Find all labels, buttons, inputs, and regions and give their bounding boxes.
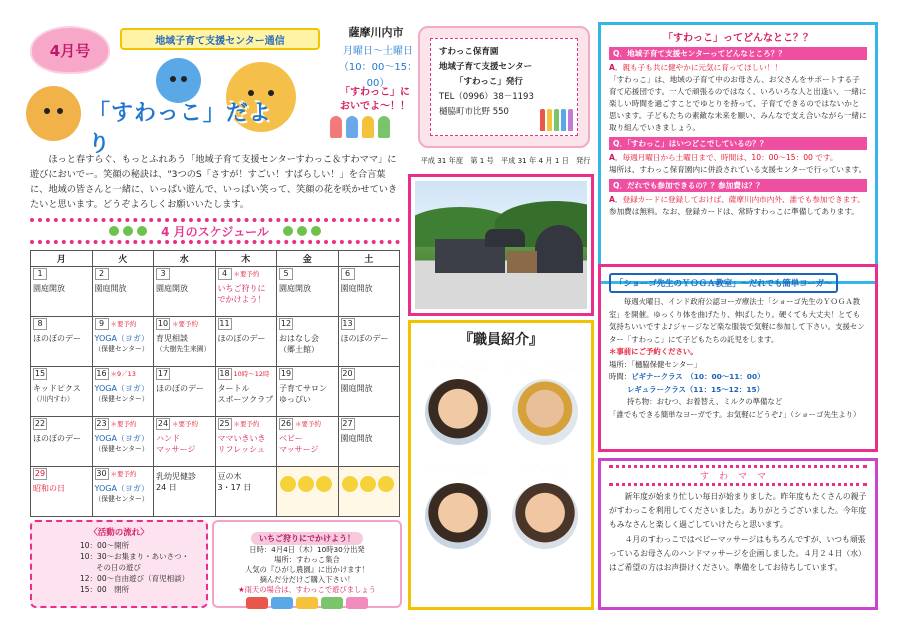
- reservation-tag: ＊要予約: [295, 420, 321, 428]
- staff-title: 『職員紹介』: [459, 332, 543, 348]
- calendar-day-number: 18: [219, 369, 230, 378]
- chick-icon: [298, 476, 314, 492]
- calendar-day-cell: [338, 417, 400, 467]
- calendar-event: 園庭開放: [340, 434, 373, 443]
- calendar-day-cell: [92, 467, 154, 517]
- intro-paragraph: ほっと春すらぐ、もっとふれあう「地域子育て支援センターすわっこ＆すわママ」に遊びにおいでー。笑顔の秘訣は、"3つのS「さすが！すごい！すばらしい！」を合言葉に、地域の皆さんと一緒に、いっぱい遊んで、いっぱい笑って、笑顔の花を咲かせていきたいと思います。どうぞよろしくお願いいたします。: [30, 154, 398, 210]
- calendar-event: ベビー: [279, 434, 303, 443]
- faq-question: Q．「すわっこ」はいつどこでしているの？？: [609, 137, 867, 150]
- calendar-day-cell: [215, 267, 277, 317]
- calendar-day-number: 6: [341, 268, 355, 280]
- yoga-description: 毎週火曜日、インド政府公認ヨーガ療法士「ショーゴ先生のＹＯＧＡ教室」を開催。ゆっくり体を曲げたり、伸ばしたり。硬くても大丈夫！とても気持ちいいですよ♪ジャージなど楽な服装で気軽に参加して下さい。支援センター「すわっこ」にて子どもたちの託児をします。: [609, 297, 865, 344]
- calendar-day-number: 27: [342, 419, 353, 428]
- calendar-event: YOGA（ヨガ）: [94, 484, 149, 493]
- calendar-day-number: 10: [157, 319, 169, 328]
- strawberry-outing-box: [212, 520, 402, 608]
- calendar-day-number: 26: [280, 419, 292, 428]
- outing-title: いちご狩りにでかけよう！: [251, 532, 363, 545]
- cat-character-icon: [26, 86, 81, 141]
- calendar-day-cell: [92, 367, 154, 417]
- calendar-event: 園庭開放: [94, 284, 127, 293]
- clover-icon: [123, 226, 133, 236]
- decoration-cell: [338, 467, 400, 517]
- staff-member: ももえ先生: [417, 459, 498, 559]
- calendar-event-detail: スポーツクラブ: [217, 395, 274, 404]
- train-illustration-icon: [220, 597, 394, 611]
- calendar-event: 園庭開放: [33, 284, 65, 293]
- calendar-week-row: [31, 367, 400, 417]
- suwamama-box: [598, 458, 878, 610]
- calendar-event: 園庭開放: [340, 384, 373, 393]
- yoga-quote: 「誰でもできる簡単なヨーガです。お気軽にどうぞ♪」（ショーゴ先生より）: [609, 409, 861, 419]
- city-name: 薩摩川内市: [348, 26, 404, 39]
- reservation-tag: 10時～12時: [233, 370, 270, 378]
- calendar-day-cell: [215, 317, 277, 367]
- reservation-tag: ＊要予約: [110, 320, 137, 328]
- calendar-event-detail: （保健センター）: [94, 345, 149, 353]
- faq-answer-detail: 参加費は無料。なお、登録カードは、常時すわっこに準備してあります。: [609, 207, 859, 216]
- suwamama-title: すわママ: [609, 465, 867, 486]
- chick-icon: [360, 476, 376, 492]
- calendar-event: ほのぼのデー: [156, 384, 204, 393]
- calendar-event: YOGA（ヨガ）: [94, 334, 149, 343]
- publisher-line: 地域子育て支援センター: [439, 62, 533, 72]
- faq-question: Q．だれでも参加できるの？？参加費は？？: [609, 179, 867, 192]
- calendar-weekday-header: 土: [338, 251, 400, 267]
- chick-icon: [316, 476, 332, 492]
- clover-icon: [109, 226, 119, 236]
- suwamama-paragraph: 新年度が始まり忙しい毎日が始まりました。昨年度もたくさんの親子がすわっこを利用してくださいました。ありがとうございました。今年度もみなさんと楽しく過ごしていけたらと思います。: [609, 492, 867, 529]
- calendar-day-cell: [154, 267, 216, 317]
- publisher-phone: TEL（0996）38－1193: [439, 92, 534, 102]
- issue-info: 平成 31 年度 第 1 号 平成 31 年 4 月 1 日 発行: [420, 156, 591, 165]
- calendar-event-detail: 3・17 日: [217, 483, 252, 492]
- calendar-day-number: 23: [96, 419, 107, 428]
- activity-flow-title: 〈活動の流れ〉: [89, 528, 149, 538]
- kids-illustration-icon: [328, 116, 408, 144]
- reservation-tag: ＊要予約: [110, 420, 137, 428]
- calendar-weekday-header: 金: [277, 251, 339, 267]
- calendar-day-number: 30: [96, 469, 107, 478]
- calendar-event-detail: リフレッシュ: [217, 445, 265, 454]
- flow-line: 10：30～お集まり・あいさつ・: [80, 552, 190, 561]
- calendar-day-cell: [277, 267, 339, 317]
- staff-introduction: [408, 320, 594, 610]
- calendar-day-number: 25: [219, 419, 230, 428]
- faq-box: [598, 22, 878, 284]
- staff-photo: [512, 379, 578, 445]
- calendar-event: YOGA（ヨガ）: [94, 384, 149, 393]
- reservation-tag: ＊要予約: [233, 420, 260, 428]
- faq-title: 「すわっこ」ってどんなとこ？？: [663, 33, 813, 44]
- faq-answer-detail: 場所は、すわっこ保育園内に併設されている支援センターで行っています。: [609, 165, 867, 174]
- calendar-event: 園庭開放: [340, 284, 373, 293]
- calendar-event: ほのぼのデー: [217, 334, 266, 343]
- yoga-time-regular: レギュラークラス（11：15～12：15）: [627, 384, 764, 394]
- calendar-day-number: 5: [279, 268, 293, 280]
- staff-member: みか先生: [504, 459, 585, 559]
- calendar-weekday-header: 火: [92, 251, 154, 267]
- calendar-day-cell: [92, 267, 154, 317]
- calendar-event-detail: （保健センター）: [94, 495, 149, 503]
- calendar-day-number: 8: [33, 318, 47, 330]
- calendar-day-cell: [154, 367, 216, 417]
- calendar-day-number: 2: [95, 268, 109, 280]
- calendar-day-cell: [154, 317, 216, 367]
- calendar-day-number: 4: [218, 268, 232, 280]
- flow-line: その日の遊び: [96, 563, 141, 572]
- calendar-day-cell: [31, 467, 93, 517]
- calendar-event-detail: マッサージ: [156, 445, 196, 454]
- calendar-day-cell: [92, 317, 154, 367]
- calendar-event: ハンド: [156, 434, 180, 443]
- calendar-day-cell: [31, 417, 93, 467]
- outing-line: 場所：すわっこ集合: [274, 555, 340, 564]
- calendar-event: 園庭開放: [279, 284, 311, 293]
- calendar-week-row: [31, 467, 400, 517]
- calendar-event: いちご狩りに: [217, 284, 266, 293]
- calendar-day-number: 17: [157, 369, 169, 378]
- reservation-tag: ＊要予約: [110, 470, 137, 478]
- calendar-day-cell: [154, 467, 216, 517]
- calendar-event: おはなし会: [279, 334, 319, 343]
- publisher-card: [418, 26, 590, 148]
- staff-photo: [425, 379, 491, 445]
- suwamama-paragraph: ４月のすわっこではベビーマッサージはもちろんですが、いつも頑張っているお母さんのハンドマッサージを企画しました。４月２４日（水）はご希望の方はお声掛けください。準備をしてお待ちしています。: [609, 535, 866, 572]
- org-strip: 地域子育て支援センター通信: [120, 28, 320, 50]
- calendar-event-detail: ゆっぴい: [279, 395, 311, 404]
- calendar-weekday-header: 水: [154, 251, 216, 267]
- calendar-event: 園庭開放: [156, 284, 188, 293]
- newsletter-title: 「すわっこ」だより: [88, 101, 272, 157]
- yoga-items: 持ち物：おむつ、お着替え、ミルクの準備など: [627, 397, 783, 406]
- calendar-day-cell: [338, 317, 400, 367]
- crayons-icon: [540, 109, 573, 131]
- faq-answer: A．毎週月曜日から土曜日まで、時間は、10：00～15：00 です。: [609, 153, 838, 162]
- calendar-event: ほのぼのデー: [33, 334, 81, 343]
- faq-answer-detail: 「すわっこ」は、地域の子育て中のお母さん、お父さんをサポートする子育て応援団です。一人で頑張るのではなく、いろいろな人と出逢い、一緒に楽しい時間を過ごすことでゆとりを持って、子育てできるのではないかと思います。子どもたちの素敵な未来を願い、みんなで支え合いながら一緒に取り組んでいきましょう。: [609, 75, 867, 132]
- staff-photo: [512, 483, 578, 549]
- calendar-day-cell: [277, 367, 339, 417]
- calendar-day-number: 19: [280, 369, 292, 378]
- calendar-day-cell: [215, 467, 277, 517]
- clover-icon: [283, 226, 293, 236]
- staff-photo: [425, 483, 491, 549]
- open-days: 月曜日～土曜日 （10：00～15：00）: [338, 46, 418, 89]
- calendar-event: ママいきいき: [217, 434, 266, 443]
- calendar-event: タートル: [217, 384, 250, 393]
- calendar-day-number: 24: [157, 419, 169, 428]
- yoga-title: 「ショーゴ先生のＹＯＧＡ教室」～だれでも簡単ヨーガ～: [609, 273, 838, 293]
- calendar-day-number: 12: [280, 319, 292, 328]
- calendar-event: 昭和の日: [33, 484, 65, 493]
- faq-answer: A．登録カードに登録しておけば、薩摩川内市内外、誰でも参加できます。: [609, 195, 865, 204]
- yoga-place: 場所：「樋脇保健センター」: [609, 359, 702, 369]
- calendar-event: ほのぼのデー: [33, 434, 81, 443]
- calendar-event: キッドピクス: [33, 384, 81, 393]
- building-photo: [408, 174, 594, 316]
- calendar-weekday-header: 木: [215, 251, 277, 267]
- calendar-event: ほのぼのデー: [340, 334, 389, 343]
- calendar-day-cell: [338, 367, 400, 417]
- calendar-event-detail: （保健センター）: [94, 395, 149, 403]
- yoga-class-box: [598, 264, 878, 452]
- calendar-day-cell: [277, 317, 339, 367]
- calendar-day-number: 22: [34, 419, 46, 428]
- reservation-tag: ＊要予約: [172, 420, 198, 428]
- flow-line: 12：00～自由遊び（育児相談）: [80, 574, 190, 583]
- calendar-day-number: 15: [34, 369, 46, 378]
- calendar-day-number: 11: [219, 319, 230, 328]
- calendar-day-number: 3: [156, 268, 170, 280]
- publisher-line: すわっこ保育園: [439, 47, 499, 57]
- schedule-calendar: [30, 250, 400, 517]
- outing-line: 人気の『ひがし農園』に出かけます！: [244, 565, 370, 574]
- clover-icon: [297, 226, 307, 236]
- calendar-event-detail: （大樹先生来園）: [156, 345, 211, 353]
- reservation-tag: ＊要予約: [233, 270, 260, 278]
- calendar-day-cell: [338, 267, 400, 317]
- calendar-day-number: 29: [34, 469, 46, 478]
- calendar-day-cell: [92, 417, 154, 467]
- calendar-day-number: 16: [96, 369, 107, 378]
- title-area: [26, 58, 326, 157]
- calendar-event-detail: 24 日: [156, 483, 177, 492]
- chick-icon: [280, 476, 296, 492]
- clover-icon: [137, 226, 147, 236]
- calendar-day-number: 1: [33, 268, 47, 280]
- issue-badge: 4月号: [30, 26, 110, 74]
- calendar-week-row: [31, 317, 400, 367]
- calendar-day-cell: [277, 417, 339, 467]
- yoga-reserve-note: ＊事前にご予約ください。: [609, 347, 698, 356]
- reservation-tag: ＊9／13: [110, 370, 136, 378]
- faq-answer: A．親も子も共に健やかに元気に育ってほしい！！: [609, 63, 782, 72]
- welcome-text: 「すわっこ」に おいでよ～！！: [340, 87, 410, 112]
- calendar-event: 育児相談: [156, 334, 188, 343]
- chick-icon: [378, 476, 394, 492]
- publisher-line: 「すわっこ」発行: [455, 77, 523, 87]
- publisher-address: 樋脇町市比野 550: [439, 107, 509, 117]
- calendar-week-row: [31, 267, 400, 317]
- yoga-time: 時間：ビギナークラス （10：00～11：00）: [609, 372, 765, 381]
- calendar-day-cell: [31, 367, 93, 417]
- calendar-event-detail: （郷土館）: [279, 345, 319, 354]
- calendar-event-detail: （保健センター）: [94, 445, 149, 453]
- calendar-day-number: 9: [95, 318, 109, 330]
- staff-member: りりか先生: [417, 355, 498, 455]
- activity-flow-box: [30, 520, 208, 608]
- faq-question: Q．地域子育て支援センターってどんなところ？？: [609, 47, 867, 60]
- calendar-event-detail: でかけよう！: [217, 295, 266, 304]
- calendar-event-detail: （川内すわ）: [33, 395, 74, 403]
- reservation-tag: ＊要予約: [172, 320, 198, 328]
- flow-line: 10：00～開所: [80, 541, 130, 550]
- chick-icon: [342, 476, 358, 492]
- flow-line: 15：00 閉所: [80, 585, 130, 594]
- calendar-weekday-header: 月: [31, 251, 93, 267]
- calendar-day-cell: [215, 367, 277, 417]
- calendar-event: YOGA（ヨガ）: [94, 434, 149, 443]
- calendar-event: 豆の木: [217, 472, 242, 481]
- calendar-week-row: [31, 417, 400, 467]
- outing-line: 摘んだ分だけご購入下さい！: [259, 575, 355, 584]
- calendar-day-number: 13: [342, 319, 353, 328]
- calendar-day-number: 20: [342, 369, 353, 378]
- calendar-day-cell: [31, 317, 93, 367]
- clover-icon: [311, 226, 321, 236]
- outing-line: ★雨天の場合は、すわっこで遊びましょう: [238, 585, 376, 594]
- outing-line: 日時：4月4日（木）10時30分出発: [249, 545, 365, 554]
- calendar-day-cell: [31, 267, 93, 317]
- calendar-event: 子育てサロン: [279, 384, 327, 393]
- calendar-day-cell: [154, 417, 216, 467]
- schedule-header: [30, 218, 400, 244]
- schedule-title: 4 月のスケジュール: [161, 224, 269, 239]
- calendar-day-cell: [215, 417, 277, 467]
- decoration-cell: [277, 467, 339, 517]
- calendar-event: 乳幼児健診: [156, 472, 196, 481]
- staff-member: ショーゴ先生: [504, 355, 585, 455]
- calendar-event-detail: マッサージ: [279, 445, 319, 454]
